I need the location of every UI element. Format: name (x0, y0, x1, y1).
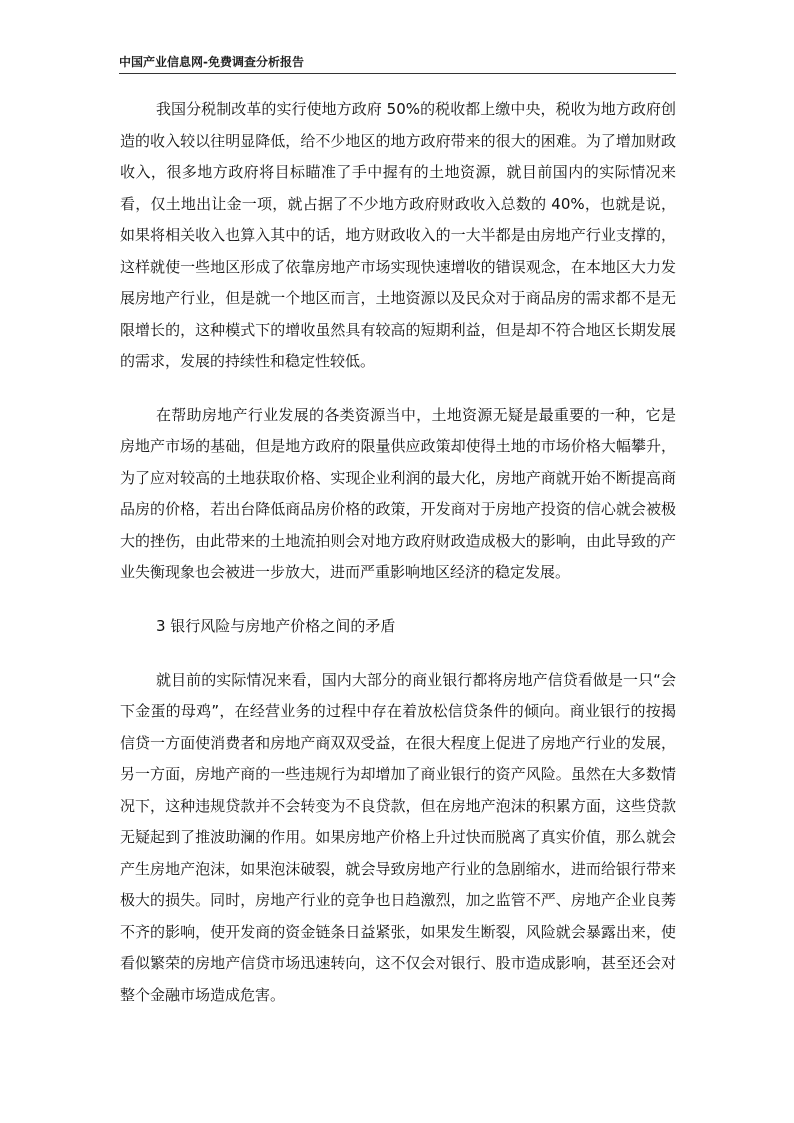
document-body (120, 94, 676, 1033)
paragraph-2: 在帮助房地产行业发展的各类资源当中，土地资源无疑是最重要的一种，它是房地产市场的基础，但是地方政府的限量供应政策却使得土地的市场价格大幅攀升，为了应对较高的土地获取价格、实现企业利润的最大化，房地产商就开始不断提高商品房的价格，若出台降低商品房价格的政策，开发商对于房地产投资的信心就会被极大的挫伤，由此带来的土地流拍则会对地方政府财政造成极大的影响，由此导致的产业失衡现象也会被进一步放大，进而严重影响地区经济的稳定发展。 (120, 405, 676, 581)
paragraph-1: 我国分税制改革的实行使地方政府 50%的税收都上缴中央，税收为地方政府创造的收入较以往明显降低，给不少地区的地方政府带来的很大的困难。为了增加财政收入，很多地方政府将目标瞄准了手中握有的土地资源，就目前国内的实际情况来看，仅土地出让金一项，就占据了不少地方政府财政收入总数的 40%，也就是说，如果将相关收入也算入其中的话，地方财政收入的一大半都是由房地产行业支撑的，这样就使一些地区形成了依靠房地产市场实现快速增收的错误观念，在本地区大力发展房地产行业，但是就一个地区而言，土地资源以及民众对于商品房的需求都不是无限增长的，这种模式下的增收虽然具有较高的短期利益，但是却不符合地区长期发展的需求，发展的持续性和稳定性较低。 (120, 100, 676, 370)
header-title: 中国产业信息网-免费调查分析报告 (119, 55, 304, 69)
header-divider (119, 73, 676, 74)
paragraph-3: 就目前的实际情况来看，国内大部分的商业银行都将房地产信贷看做是一只“会下金蛋的母鸡”，在经营业务的过程中存在着放松信贷条件的倾向。商业银行的按揭信贷一方面使消费者和房地产商双双受益，在很大程度上促进了房地产行业的发展，另一方面，房地产商的一些违规行为却增加了商业银行的资产风险。虽然在大多数情况下，这种违规贷款并不会转变为不良贷款，但在房地产泡沫的积累方面，这些贷款无疑起到了推波助澜的作用。如果房地产价格上升过快而脱离了真实价值，那么就会产生房地产泡沫，如果泡沫破裂，就会导致房地产行业的急剧缩水，进而给银行带来极大的损失。同时，房地产行业的竞争也日趋激烈，加之监管不严、房地产企业良莠不齐的影响，使开发商的资金链条日益紧张，如果发生断裂，风险就会暴露出来，使看似繁荣的房地产信贷市场迅速转向，这不仅会对银行、股市造成影响，甚至还会对整个金融市场造成危害。 (120, 670, 676, 1004)
section-heading: 3 银行风险与房地产价格之间的矛盾 (156, 616, 396, 635)
running-header (119, 54, 676, 74)
